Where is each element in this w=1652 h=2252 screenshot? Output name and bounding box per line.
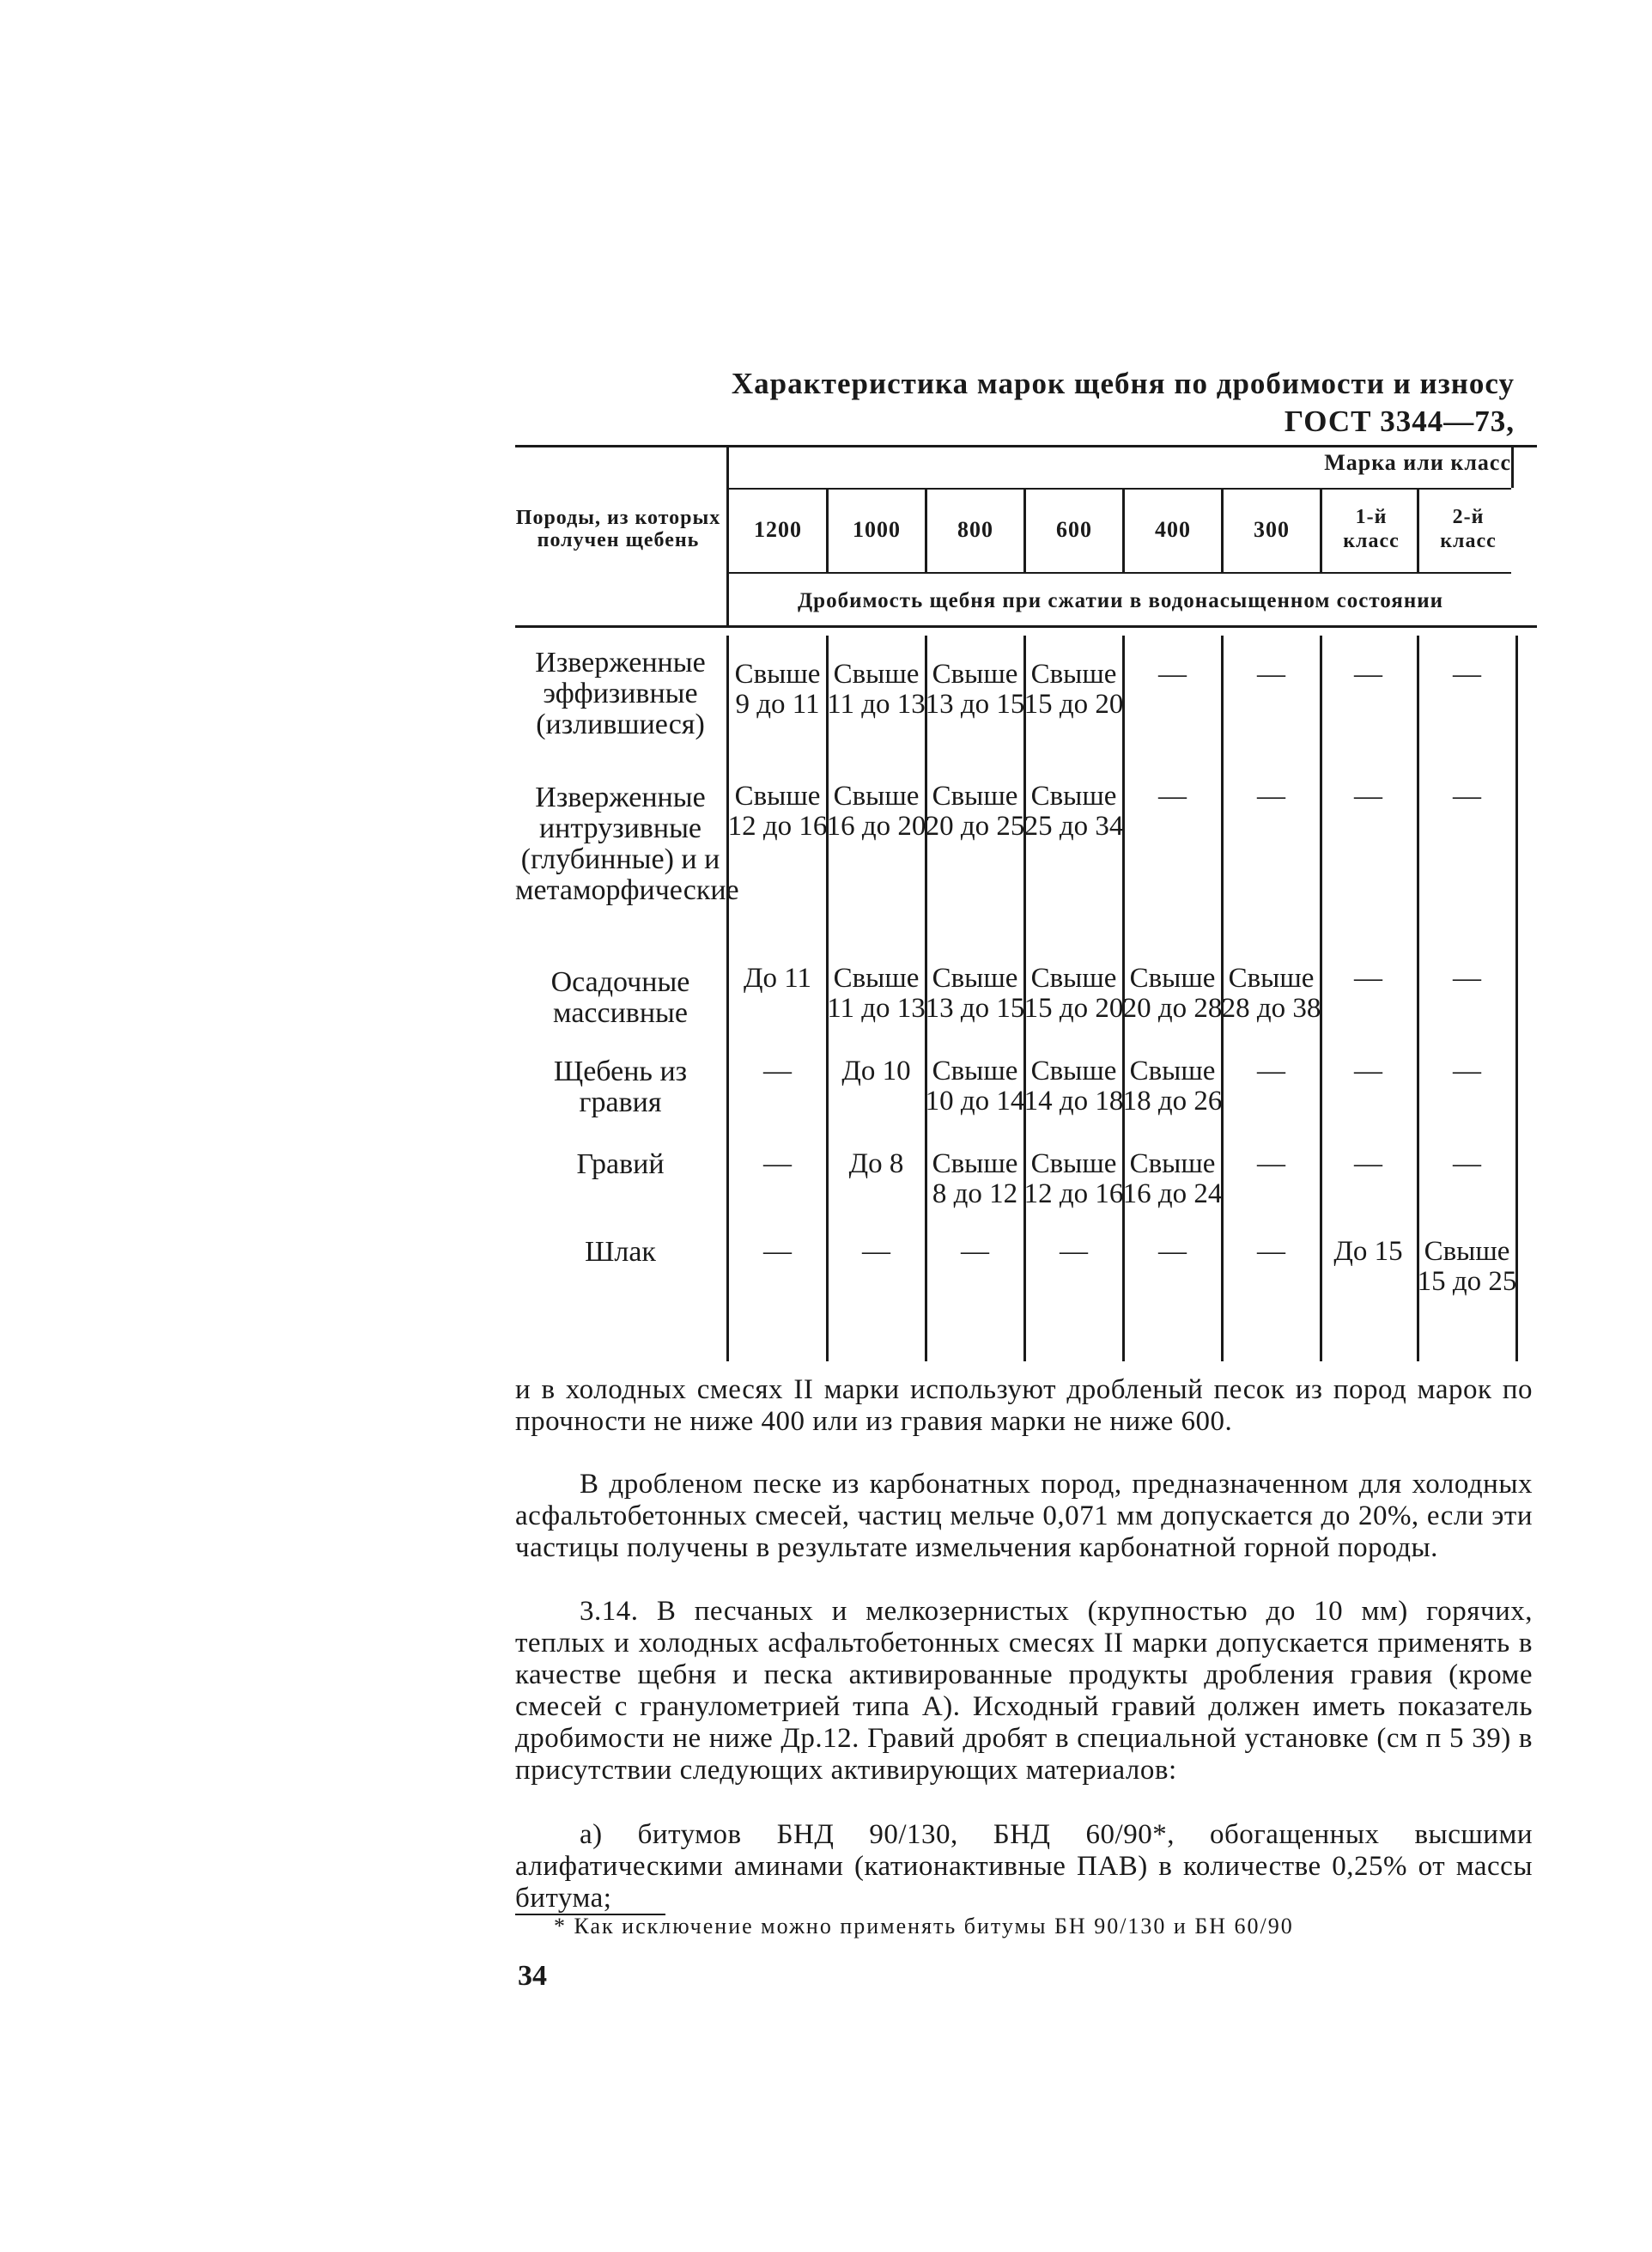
subheader: Дробимость щебня при сжатии в водонасыщенном состоянии — [797, 589, 1444, 612]
table-cell: Свыше 16 до 20 — [826, 781, 926, 842]
table-cell: — — [1257, 659, 1285, 690]
table-cell: — — [1453, 781, 1481, 812]
row-label: Шлак — [585, 1236, 656, 1268]
col-header-1000: 1000 — [853, 517, 901, 542]
table-cell: — — [1354, 963, 1382, 994]
table-cell: Свыше 12 до 16 — [727, 781, 828, 842]
page-number: 34 — [518, 1960, 547, 1992]
footnote: * Как исключение можно применять битумы БН 90/130 и БН 60/90 — [554, 1914, 1294, 1939]
col-header-1200: 1200 — [754, 517, 802, 542]
table-cell: Свыше 12 до 16 — [1023, 1148, 1124, 1209]
header-divider — [726, 445, 729, 627]
table-cell: Свыше 8 до 12 — [932, 1148, 1018, 1209]
table-cell: — — [1354, 1056, 1382, 1086]
table-cell: — — [1453, 1148, 1481, 1179]
col-header-300: 300 — [1254, 517, 1290, 542]
title-line-2: ГОСТ 3344—73, — [1284, 405, 1515, 438]
table-cell: — — [763, 1148, 792, 1179]
header-right-edge — [1511, 445, 1514, 488]
header-bottom-rule — [515, 625, 1537, 628]
table-cell: — — [1354, 659, 1382, 690]
table-cell: — — [1354, 1148, 1382, 1179]
table-cell: Свыше 11 до 13 — [827, 659, 926, 720]
group-header-rule — [728, 488, 1511, 490]
table-cell: Свыше 15 до 20 — [1023, 963, 1124, 1024]
table-cell: — — [763, 1056, 792, 1086]
columns-rule — [728, 572, 1511, 574]
table-cell: — — [1257, 1148, 1285, 1179]
table-cell: Свыше 18 до 26 — [1122, 1056, 1223, 1117]
table-cell: До 15 — [1333, 1236, 1403, 1267]
table-cell: Свыше 20 до 28 — [1122, 963, 1223, 1024]
row-header: Породы, из которых получен щебень — [515, 507, 721, 551]
table-cell: — — [763, 1236, 792, 1267]
table-cell: — — [961, 1236, 989, 1267]
row-label: Гравий — [576, 1148, 665, 1180]
table-cell: Свыше 15 до 20 — [1023, 659, 1124, 720]
group-header: Марка или класс — [1324, 450, 1511, 475]
table-cell: Свыше 20 до 25 — [925, 781, 1025, 842]
row-label: Щебень из гравия — [553, 1056, 688, 1118]
col-header-class-1: 1-й класс — [1343, 506, 1400, 552]
table-cell: — — [1453, 659, 1481, 690]
table-cell: Свыше 9 до 11 — [734, 659, 821, 720]
table-cell: — — [1158, 1236, 1187, 1267]
table-cell: Свыше 14 до 18 — [1023, 1056, 1124, 1117]
table-cell: Свыше 10 до 14 — [925, 1056, 1025, 1117]
table-cell: — — [862, 1236, 890, 1267]
table-cell: — — [1257, 781, 1285, 812]
table-cell: До 8 — [848, 1148, 904, 1179]
table-cell: — — [1158, 659, 1187, 690]
table-title — [484, 365, 1515, 441]
table-cell: До 10 — [841, 1056, 911, 1086]
table-cell: Свыше 13 до 15 — [925, 659, 1025, 720]
paragraph: 3.14. В песчаных и мелкозернистых (крупностью до 10 мм) горячих, теплых и холодных асфальтобетонных смесях II марки допускается применять в качестве щебня и песка активированные продукты дробления гравия (кроме смесей с гранулометрией типа А). Исходный гравий должен иметь показатель дробимости не ниже Др.12. Гравий дробят в специальной установке (см п 5 39) в присутствии следующих активирующих материалов: — [515, 1596, 1533, 1786]
col-header-class-2: 2-й класс — [1440, 506, 1497, 552]
paragraph: а) битумов БНД 90/130, БНД 60/90*, обогащенных высшими алифатическими аминами (катионактивные ПАВ) в количестве 0,25% от массы битума; — [515, 1819, 1533, 1914]
table-cell: — — [1257, 1236, 1285, 1267]
col-divider — [1417, 490, 1419, 572]
col-header-600: 600 — [1056, 517, 1092, 542]
table-cell: Свыше 11 до 13 — [827, 963, 926, 1024]
row-label: Осадочные массивные — [550, 966, 690, 1029]
title-line-1: Характеристика марок щебня по дробимости и износу — [731, 367, 1515, 400]
table-cell: — — [1354, 781, 1382, 812]
table-cell: Свыше 25 до 34 — [1023, 781, 1124, 842]
table-cell: — — [1060, 1236, 1088, 1267]
table-cell: Свыше 15 до 25 — [1417, 1236, 1517, 1297]
table-cell: До 11 — [743, 963, 812, 994]
row-label: Изверженные эффизивные (излившиеся) — [535, 647, 706, 740]
col-divider — [1320, 490, 1322, 572]
table-cell: — — [1453, 1056, 1481, 1086]
table-cell: Свыше 28 до 38 — [1221, 963, 1321, 1024]
table-cell: — — [1453, 963, 1481, 994]
data-table — [515, 445, 1537, 1373]
table-top-rule — [515, 445, 1537, 447]
paragraph: и в холодных смесях II марки используют дробленый песок из пород марок по прочности не ниже 400 или из гравия марки не ниже 600. — [515, 1374, 1533, 1437]
table-cell: — — [1257, 1056, 1285, 1086]
table-cell: — — [1158, 781, 1187, 812]
table-cell: Свыше 16 до 24 — [1122, 1148, 1223, 1209]
table-cell: Свыше 13 до 15 — [925, 963, 1025, 1024]
col-header-800: 800 — [957, 517, 993, 542]
col-header-400: 400 — [1155, 517, 1191, 542]
row-label: Изверженные интрузивные (глубинные) и и метаморфические — [515, 782, 739, 906]
paragraph: В дробленом песке из карбонатных пород, предназначенном для холодных асфальтобетонных смесей, частиц мельче 0,071 мм допускается до 20%, если эти частицы получены в результате измельчения карбонатной горной породы. — [515, 1469, 1533, 1563]
